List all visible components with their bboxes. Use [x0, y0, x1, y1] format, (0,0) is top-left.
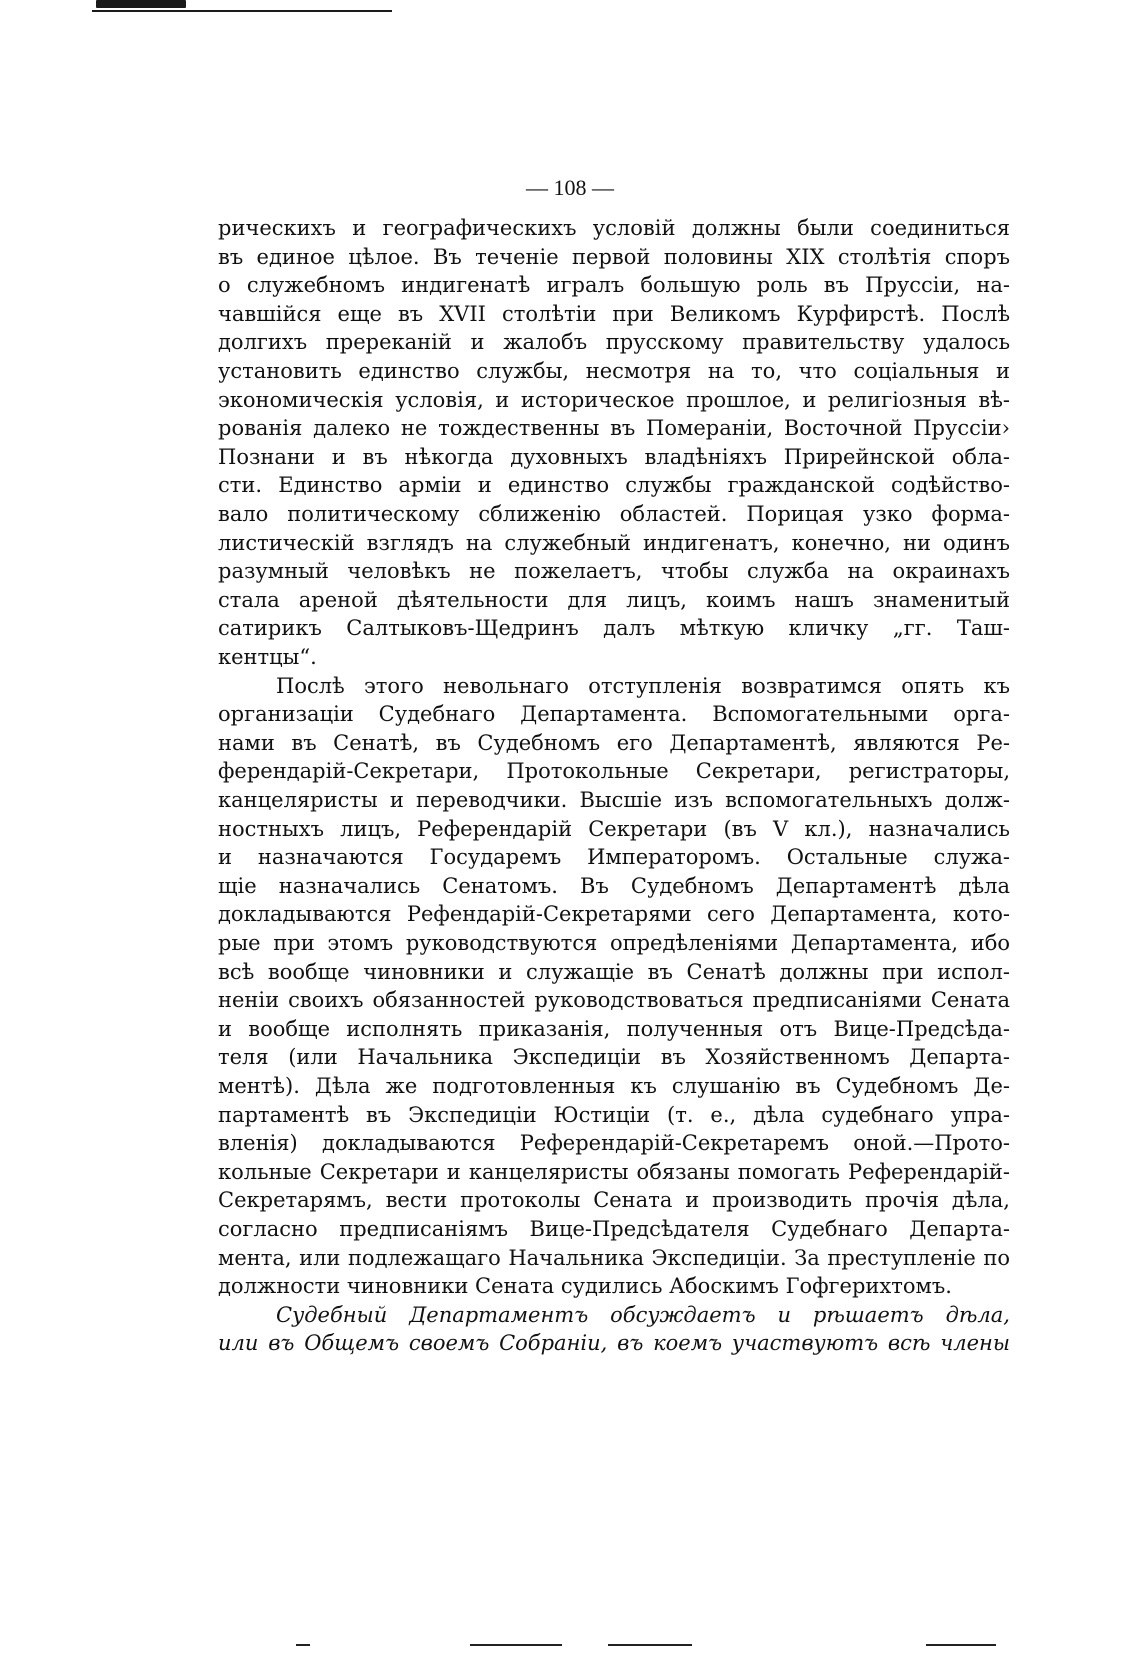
text-line: неніи своихъ обязанностей руководствоваться предписаніями Сената	[218, 988, 1010, 1012]
bottom-edge-mark	[608, 1644, 692, 1646]
text-line: ферендарій-Секретари, Протокольные Секретари, регистраторы,	[218, 759, 1010, 783]
text-line: рованія далеко не тождественны въ Помераніи, Восточной Пруссіи›	[218, 416, 1010, 440]
text-line: согласно предписаніямъ Вице-Предсѣдателя Судебнаго Департа-	[218, 1217, 1010, 1241]
text-line: сти. Единство арміи и единство службы гражданской содѣйство-	[218, 473, 1010, 497]
text-line: мента, или подлежащаго Начальника Экспедиціи. За преступленіе по	[218, 1246, 1010, 1270]
text-line: Познани и въ нѣкогда духовныхъ владѣніяхъ Прирейнской обла-	[218, 445, 1010, 469]
text-line: вало политическому сближенію областей. Порицая узко форма-	[218, 502, 1010, 526]
text-line: всѣ вообще чиновники и служащіе въ Сенатѣ должны при испол-	[218, 960, 1010, 984]
text-line: Судебный Департаментъ обсуждаетъ и рѣшаетъ дѣла,	[276, 1303, 1010, 1327]
top-edge-mark	[96, 0, 186, 8]
text-line: или въ Общемъ своемъ Собраніи, въ коемъ участвуютъ всѣ члены	[218, 1331, 1010, 1355]
text-line: партаментѣ въ Экспедиціи Юстиціи (т. е., дѣла судебнаго упра-	[218, 1103, 1010, 1127]
text-line: въ единое цѣлое. Въ теченіе первой половины XIX столѣтія споръ	[218, 245, 1010, 269]
text-line: ностныхъ лицъ, Референдарій Секретари (въ V кл.), назначались	[218, 817, 1010, 841]
text-line: чавшійся еще въ XVII столѣтіи при Великомъ Курфирстѣ. Послѣ	[218, 302, 1010, 326]
text-line: Секретарямъ, вести протоколы Сената и производить прочія дѣла,	[218, 1188, 1010, 1212]
text-line: ментѣ). Дѣла же подготовленныя къ слушанію въ Судебномъ Де-	[218, 1074, 1010, 1098]
text-line: Послѣ этого невольнаго отступленія возвратимся опять къ	[276, 674, 1010, 698]
text-line: экономическія условія, и историческое прошлое, и религіозныя вѣ-	[218, 388, 1010, 412]
text-line: долгихъ пререканій и жалобъ прусскому правительству удалось	[218, 330, 1010, 354]
text-line: канцеляристы и переводчики. Высшіе изъ вспомогательныхъ долж-	[218, 788, 1010, 812]
text-line: и назначаются Государемъ Императоромъ. Остальные служа-	[218, 845, 1010, 869]
text-line: докладываются Рефендарій-Секретарями сего Департамента, кото-	[218, 902, 1010, 926]
text-line: сатирикъ Салтыковъ-Щедринъ далъ мѣткую кличку „гг. Таш-	[218, 616, 1010, 640]
bottom-edge-mark	[926, 1644, 996, 1646]
text-line: щіе назначались Сенатомъ. Въ Судебномъ Департаментѣ дѣла	[218, 874, 1010, 898]
text-line: и вообще исполнять приказанія, полученныя отъ Вице-Предсѣда-	[218, 1017, 1010, 1041]
text-line: кольные Секретари и канцеляристы обязаны помогать Референдарій-	[218, 1160, 1010, 1184]
text-line: должности чиновники Сената судились Абоскимъ Гофгерихтомъ.	[218, 1274, 952, 1298]
text-line: кентцы“.	[218, 645, 317, 669]
page-number: — 108 —	[526, 175, 614, 200]
text-line: листическій взглядъ на служебный индигенатъ, конечно, ни одинъ	[218, 531, 1010, 555]
text-line: нами въ Сенатѣ, въ Судебномъ его Департаментѣ, являются Ре-	[218, 731, 1010, 755]
text-line: рическихъ и географическихъ условій должны были соединиться	[218, 216, 1010, 240]
text-line: о служебномъ индигенатѣ игралъ большую роль въ Пруссіи, на-	[218, 273, 1010, 297]
top-edge-rule	[92, 10, 392, 12]
text-line: рые при этомъ руководствуются опредѣленіями Департамента, ибо	[218, 931, 1010, 955]
bottom-edge-mark	[296, 1644, 310, 1646]
text-line: теля (или Начальника Экспедиціи въ Хозяйственномъ Департа-	[218, 1045, 1010, 1069]
text-line: разумный человѣкъ не пожелаетъ, чтобы служба на окраинахъ	[218, 559, 1010, 583]
text-line: организаціи Судебнаго Департамента. Вспомогательными орга-	[218, 702, 1010, 726]
text-line: вленія) докладываются Референдарій-Секретаремъ оной.—Прото-	[218, 1131, 1010, 1155]
bottom-edge-mark	[470, 1644, 562, 1646]
text-line: стала ареной дѣятельности для лицъ, коимъ нашъ знаменитый	[218, 588, 1010, 612]
text-line: установить единство службы, несмотря на то, что соціальныя и	[218, 359, 1010, 383]
